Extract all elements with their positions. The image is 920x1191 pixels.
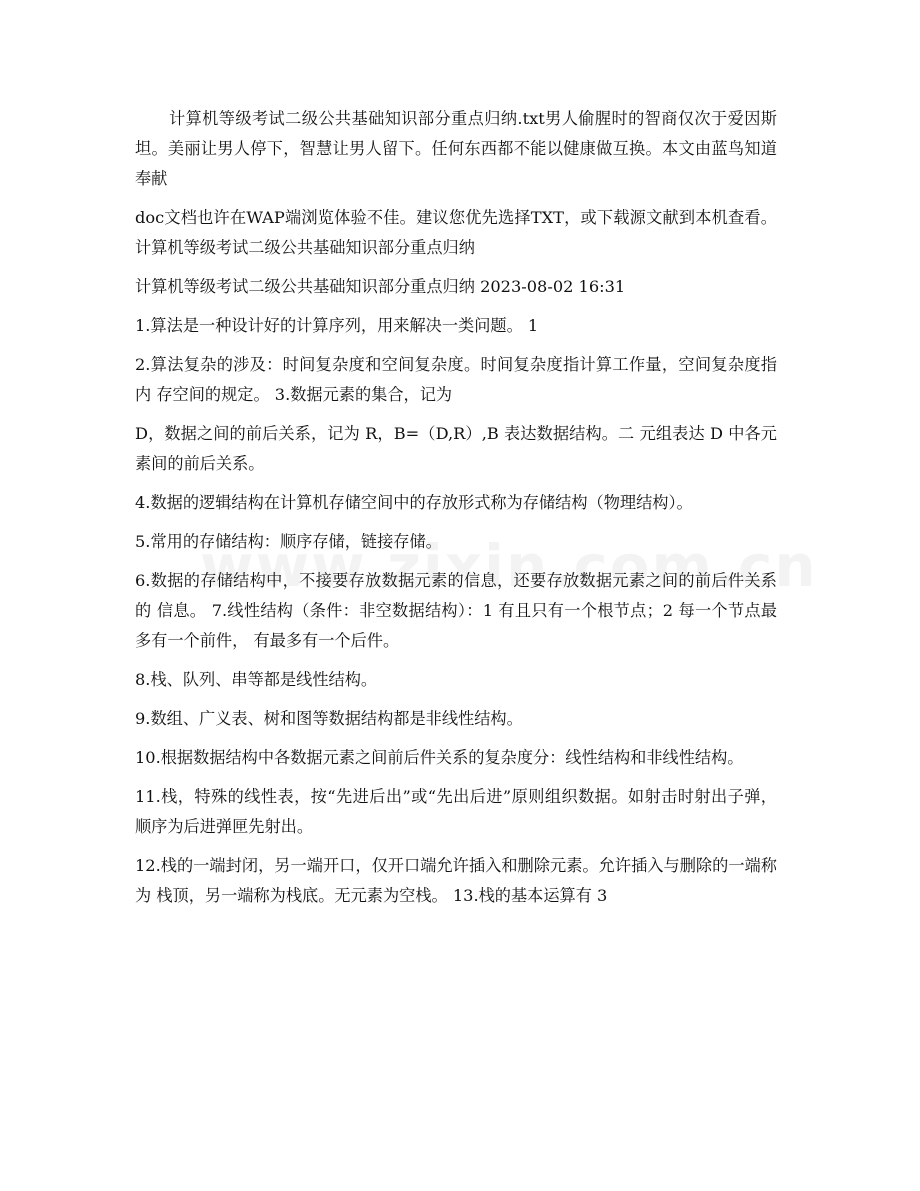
list-item: 12.栈的一端封闭，另一端开口，仅开口端允许插入和删除元素。允许插入与删除的一端称为 栈顶，另一端称为栈底。无元素为空栈。 13.栈的基本运算有 3 [135, 856, 777, 905]
list-item: 1.算法是一种设计好的计算序列，用来解决一类问题。 1 [135, 316, 539, 335]
list-item: 6.数据的存储结构中，不接要存放数据元素的信息，还要存放数据元素之间的前后件关系的 信息。 7.线性结构（条件：非空数据结构）：1 有且只有一个根节点；2 每一个节点最多有一个前件， 有最多有一个后件。 [135, 571, 777, 650]
intro-paragraph: 计算机等级考试二级公共基础知识部分重点归纳.txt男人偷腥时的智商仅次于爱因斯坦。美丽让男人停下，智慧让男人留下。任何东西都不能以健康做互换。本文由蓝鸟知道奉献 [135, 109, 777, 188]
list-item: 9.数组、广义表、树和图等数据结构都是非线性结构。 [135, 709, 523, 728]
list-item: 8.栈、队列、串等都是线性结构。 [135, 670, 378, 689]
notice-paragraph: doc文档也许在WAP端浏览体验不佳。建议您优先选择TXT，或下载源文献到本机查看。 计算机等级考试二级公共基础知识部分重点归纳 [135, 208, 777, 257]
list-item: 2.算法复杂的涉及：时间复杂度和空间复杂度。时间复杂度指计算工作量，空间复杂度指内 存空间的规定。 3.数据元素的集合，记为 [135, 355, 777, 404]
document-body [135, 104, 777, 920]
list-item: D，数据之间的前后关系，记为 R，B=（D,R）,B 表达数据结构。二 元组表达 D 中各元素间的前后关系。 [135, 424, 777, 473]
list-item: 5.常用的存储结构：顺序存储，链接存储。 [135, 532, 442, 551]
list-item: 10.根据数据结构中各数据元素之间前后件关系的复杂度分：线性结构和非线性结构。 [135, 748, 744, 767]
title-date-line: 计算机等级考试二级公共基础知识部分重点归纳 2023-08-02 16:31 [135, 277, 626, 296]
list-item: 4.数据的逻辑结构在计算机存储空间中的存放形式称为存储结构（物理结构）。 [135, 493, 693, 512]
list-item: 11.栈，特殊的线性表，按“先进后出”或“先出后进”原则组织数据。如射击时射出子弹， 顺序为后进弹匣先射出。 [135, 787, 777, 836]
